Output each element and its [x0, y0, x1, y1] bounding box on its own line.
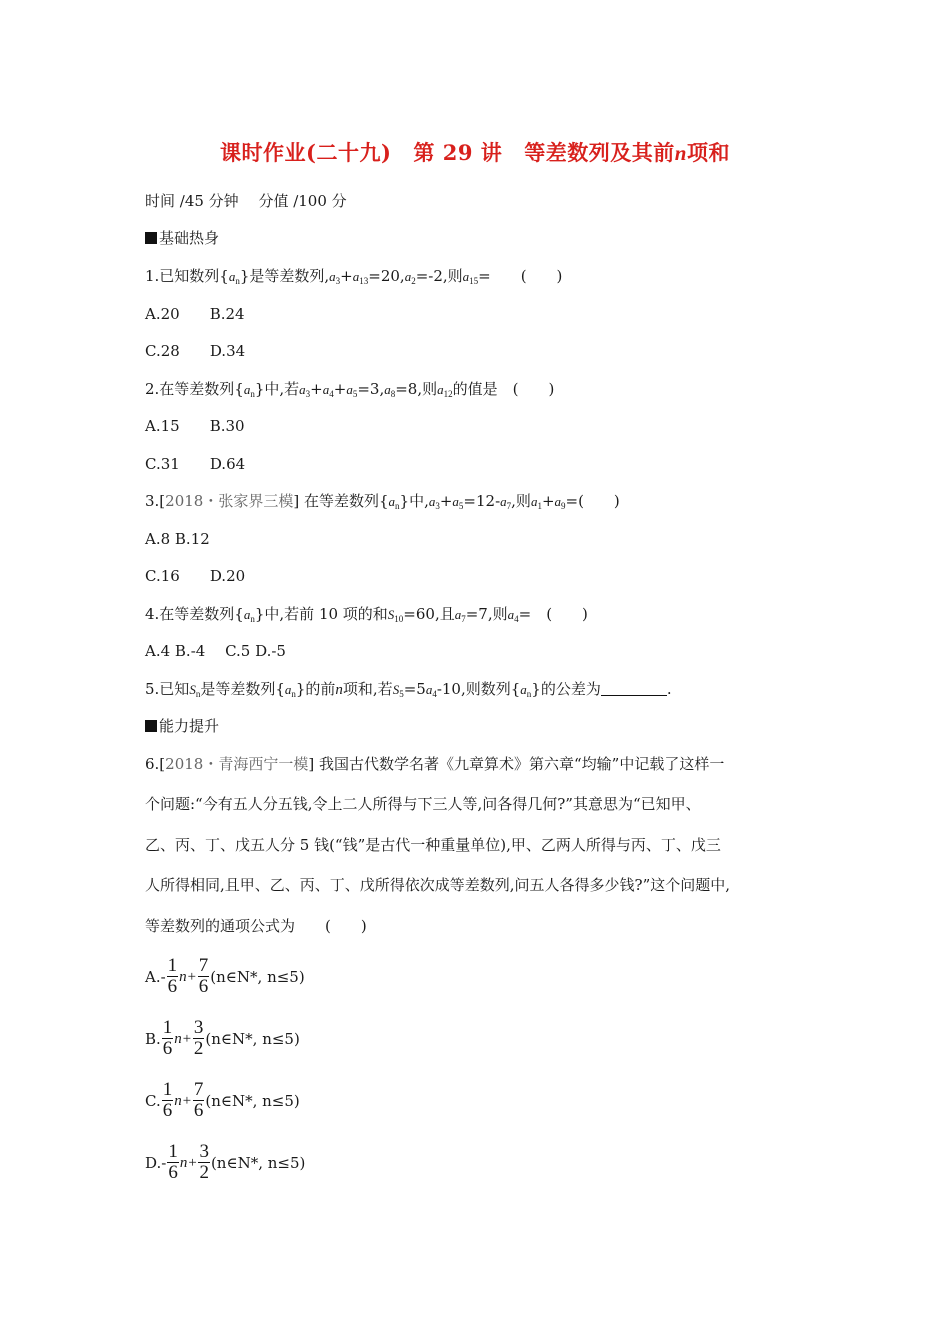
option-c: C.16 [145, 567, 180, 585]
question-6-line-2: 个问题:“今有五人分五钱,令上二人所得与下三人等,问各得几何?”其意思为“已知甲、 [145, 795, 701, 813]
option-d: D.34 [209, 342, 246, 360]
section-heading-warmup: 基础热身 [145, 228, 219, 248]
section-heading-advanced: 能力提升 [145, 716, 219, 736]
page-title [0, 137, 950, 167]
question-source: 2018・张家界三模 [165, 492, 294, 510]
option-c: C.28 [145, 342, 180, 360]
question-6-option-a: A.- $\frac{1}{6}$ n+ $\frac{7}{6}$ (n∈N*, n≤5) [145, 955, 305, 997]
option-a: A.20 [145, 305, 180, 323]
title-part2: 第 29 讲 [413, 140, 503, 165]
question-6-line-3: 乙、丙、丁、戊五人分 5 钱(“钱”是古代一种重量单位),甲、乙两人所得与丙、丁、戊三 [145, 836, 721, 854]
option-a: A.15 [145, 417, 180, 435]
title-part1: 课时作业(二十九) [220, 140, 392, 165]
option-d: D.20 [209, 567, 246, 585]
question-6-option-d: D.- $\frac{1}{6}$ n+ $\frac{3}{2}$ (n∈N*, n≤5) [145, 1141, 306, 1183]
option-d: D.64 [209, 455, 246, 473]
question-3: 3.[2018・张家界三模] 在等差数列$\{a_n\}$中$,a_3+a_5=12-a_7$,则$a_1+a_9=$( ) [145, 492, 620, 511]
option-c: C.31 [145, 455, 180, 473]
title-var: n [674, 141, 687, 165]
answer-blank[interactable] [601, 681, 667, 696]
option-b: B.30 [209, 417, 245, 435]
question-1-options-ab [145, 304, 245, 324]
question-1: 1.已知数列$\{a_n\}$是等差数列$,a_3+a_{13}=20,a_2=-2$,则$a_{15}=$ ( ) [145, 267, 563, 286]
question-5: 5.已知$S_n$是等差数列$\{a_n\}$的前n项和,若$S_5=5a_4-10$,则数列$\{a_n\}$的公差为 . [145, 680, 672, 699]
question-4-options: A.4 B.-4 C.5 D.-5 [145, 642, 286, 660]
square-bullet-icon [145, 232, 157, 244]
question-6-line-4: 人所得相同,且甲、乙、丙、丁、戊所得依次成等差数列,问五人各得多少钱?”这个问题中, [145, 876, 731, 894]
question-2: 2.在等差数列$\{a_n\}$中,若$a_3+a_4+a_5=3,a_8=8$,则$a_{12}$的值是 ( ) [145, 380, 555, 399]
question-4: 4.在等差数列$\{a_n\}$中,若前 10 项的和$S_{10}=60$,且$a_7=7$,则$a_4=$ ( ) [145, 605, 588, 624]
meta-info: 时间 ∕45 分钟 分值 ∕100 分 [145, 192, 347, 210]
question-2-options-ab [145, 416, 245, 436]
question-3-options-cd [145, 566, 245, 586]
question-6-option-c: C. $\frac{1}{6}$ n+ $\frac{7}{6}$ (n∈N*, n≤5) [145, 1079, 300, 1121]
question-1-options-cd [145, 341, 245, 361]
question-6-line-1: 6.[2018・青海西宁一模] 我国古代数学名著《九章算术》第六章“均输”中记载了这样一 [145, 755, 725, 773]
title-part3: 等差数列及其前 [524, 140, 675, 165]
question-2-options-cd [145, 454, 245, 474]
option-b: B.24 [209, 305, 245, 323]
title-part4: 项和 [686, 140, 730, 165]
square-bullet-icon [145, 720, 157, 732]
question-3-options-ab: A.8 B.12 [145, 530, 210, 548]
question-6-option-b: B. $\frac{1}{6}$ n+ $\frac{3}{2}$ (n∈N*, n≤5) [145, 1017, 300, 1059]
question-6-line-5: 等差数列的通项公式为 ( ) [145, 917, 367, 935]
question-source: 2018・青海西宁一模 [165, 755, 309, 773]
